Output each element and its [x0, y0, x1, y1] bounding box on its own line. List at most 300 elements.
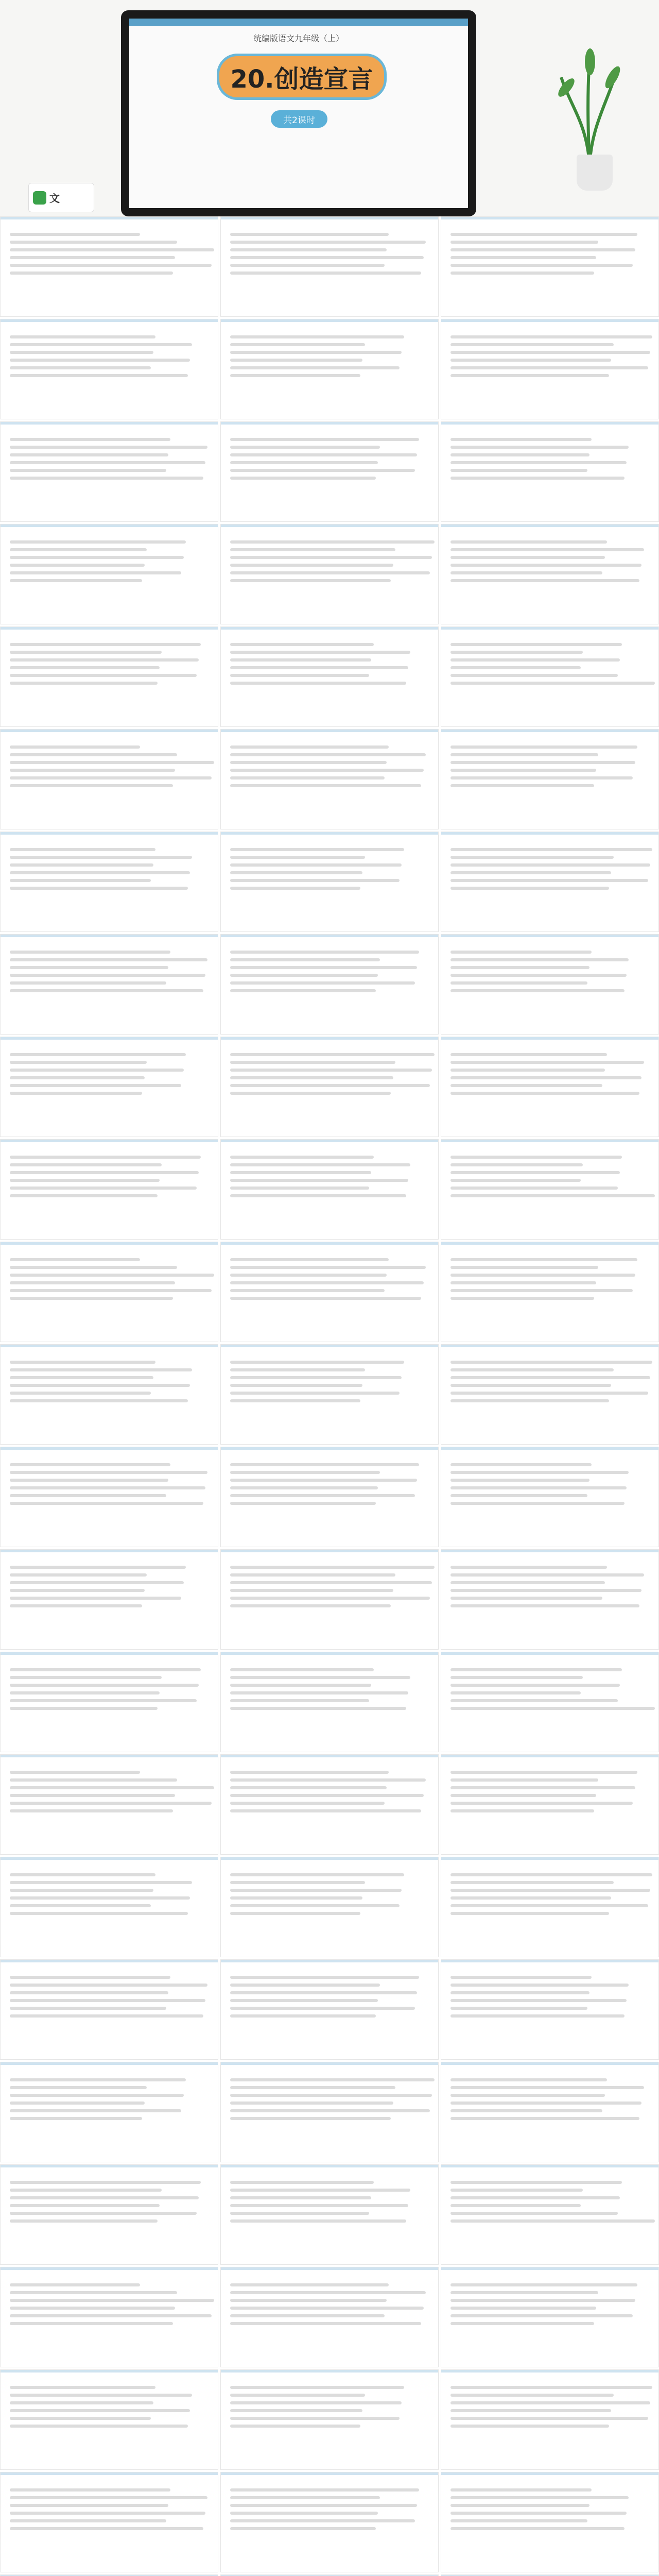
- text-line: [230, 540, 435, 544]
- text-line: [10, 2283, 140, 2286]
- slide-thumbnail-grid: [0, 216, 659, 2576]
- text-line: [230, 1786, 387, 1789]
- text-line: [450, 2007, 587, 2010]
- thumbnail-text-lines: [221, 1550, 438, 1607]
- thumbnail-text-lines: [441, 832, 658, 890]
- thumbnail-header-bar: [1, 832, 218, 835]
- thumbnail-text-lines: [441, 1960, 658, 2018]
- thumbnail-text-lines: [221, 422, 438, 480]
- thumbnail-header-bar: [1, 627, 218, 630]
- text-line: [230, 1794, 424, 1797]
- thumbnail-header-bar: [1, 1857, 218, 1860]
- text-line: [450, 2219, 655, 2223]
- text-line: [10, 2117, 142, 2120]
- text-line: [450, 351, 650, 354]
- slide-thumbnail: [0, 2164, 218, 2265]
- text-line: [450, 1691, 581, 1694]
- text-line: [450, 2307, 596, 2310]
- text-line: [230, 1809, 421, 1812]
- thumbnail-text-lines: [441, 1857, 658, 1915]
- text-line: [10, 2189, 162, 2192]
- thumbnail-header-bar: [441, 319, 658, 322]
- thumbnail-text-lines: [1, 2165, 218, 2223]
- thumbnail-header-bar: [221, 2370, 438, 2372]
- slide-thumbnail: [441, 2472, 659, 2572]
- text-line: [10, 1691, 160, 1694]
- text-line: [450, 1061, 644, 1064]
- text-line: [10, 1471, 207, 1474]
- text-line: [10, 374, 188, 377]
- text-line: [10, 264, 212, 267]
- text-line: [10, 776, 212, 779]
- text-line: [450, 1604, 639, 1607]
- text-line: [10, 2488, 170, 2492]
- thumbnail-text-lines: [221, 2370, 438, 2428]
- text-line: [10, 540, 186, 544]
- text-line: [10, 1092, 142, 1095]
- text-line: [10, 1566, 186, 1569]
- text-line: [450, 1566, 607, 1569]
- text-line: [450, 879, 648, 882]
- text-line: [10, 887, 188, 890]
- text-line: [230, 2512, 378, 2515]
- slide-thumbnail: [441, 626, 659, 727]
- text-line: [230, 2117, 391, 2120]
- text-line: [450, 1289, 633, 1292]
- text-line: [230, 887, 360, 890]
- text-line: [10, 2496, 207, 2499]
- text-line: [450, 2204, 581, 2207]
- thumbnail-header-bar: [221, 935, 438, 937]
- slide-thumbnail: [0, 2267, 218, 2367]
- text-line: [230, 2014, 376, 2018]
- text-line: [230, 453, 417, 456]
- text-line: [230, 1297, 421, 1300]
- text-line: [230, 1502, 376, 1505]
- thumbnail-header-bar: [221, 1550, 438, 1552]
- slide-thumbnail: [0, 216, 218, 317]
- text-line: [450, 2401, 650, 2404]
- slide-thumbnail: [220, 2267, 439, 2367]
- text-line: [10, 2219, 158, 2223]
- text-line: [10, 1163, 162, 1166]
- slide-thumbnail: [220, 1037, 439, 1137]
- text-line: [230, 446, 380, 449]
- text-line: [450, 2196, 620, 2199]
- text-line: [10, 2394, 192, 2397]
- thumbnail-text-lines: [1, 935, 218, 992]
- thumbnail-text-lines: [441, 935, 658, 992]
- slide-thumbnail: [0, 2472, 218, 2572]
- text-line: [230, 2196, 371, 2199]
- text-line: [10, 233, 140, 236]
- text-line: [230, 1163, 410, 1166]
- text-line: [230, 1069, 432, 1072]
- text-line: [450, 1676, 583, 1679]
- text-line: [230, 1463, 419, 1466]
- text-line: [10, 761, 214, 764]
- slide-thumbnail: [441, 1652, 659, 1752]
- text-line: [450, 658, 620, 662]
- slide-thumbnail: [0, 1549, 218, 1650]
- thumbnail-header-bar: [441, 832, 658, 835]
- text-line: [10, 848, 155, 851]
- text-line: [450, 1904, 648, 1907]
- text-line: [450, 1376, 650, 1379]
- text-line: [450, 556, 605, 559]
- thumbnail-header-bar: [441, 1960, 658, 1962]
- text-line: [230, 776, 385, 779]
- text-line: [10, 2109, 181, 2112]
- text-line: [450, 1794, 596, 1797]
- text-line: [450, 438, 592, 441]
- text-line: [230, 564, 393, 567]
- slide-thumbnail: [0, 934, 218, 1035]
- slide-thumbnail: [0, 1754, 218, 1855]
- thumbnail-header-bar: [221, 2165, 438, 2167]
- thumbnail-text-lines: [221, 2472, 438, 2530]
- thumbnail-text-lines: [221, 935, 438, 992]
- thumbnail-text-lines: [1, 524, 218, 582]
- slide-thumbnail: [220, 2164, 439, 2265]
- slide-thumbnail: [441, 1139, 659, 1240]
- text-line: [230, 1566, 435, 1569]
- text-line: [450, 446, 629, 449]
- slide-thumbnail: [220, 2062, 439, 2162]
- text-line: [230, 548, 395, 551]
- thumbnail-text-lines: [1, 1755, 218, 1812]
- slide-thumbnail: [441, 524, 659, 624]
- text-line: [10, 2401, 153, 2404]
- text-line: [450, 981, 587, 985]
- text-line: [230, 1479, 417, 1482]
- thumbnail-header-bar: [1, 2370, 218, 2372]
- text-line: [450, 2314, 633, 2317]
- text-line: [230, 1084, 430, 1087]
- text-line: [230, 745, 389, 749]
- thumbnail-header-bar: [1, 1652, 218, 1655]
- thumbnail-header-bar: [221, 1242, 438, 1245]
- text-line: [450, 974, 627, 977]
- thumbnail-header-bar: [1, 422, 218, 425]
- slide-thumbnail: [441, 2062, 659, 2162]
- text-line: [230, 2527, 376, 2530]
- text-line: [450, 1771, 637, 1774]
- text-line: [10, 974, 205, 977]
- text-line: [450, 2425, 609, 2428]
- slide-thumbnail: [441, 832, 659, 932]
- text-line: [10, 256, 175, 259]
- text-line: [450, 2519, 587, 2522]
- text-line: [450, 374, 609, 377]
- text-line: [450, 1494, 587, 1497]
- thumbnail-header-bar: [221, 627, 438, 630]
- text-line: [10, 2014, 203, 2018]
- text-line: [10, 351, 153, 354]
- slide-thumbnail: [441, 1344, 659, 1445]
- text-line: [230, 1061, 395, 1064]
- text-line: [10, 1684, 199, 1687]
- text-line: [230, 1802, 385, 1805]
- text-line: [230, 666, 408, 669]
- text-line: [450, 1084, 602, 1087]
- text-line: [450, 2409, 611, 2412]
- text-line: [230, 2488, 419, 2492]
- text-line: [10, 1999, 205, 2002]
- thumbnail-text-lines: [1, 730, 218, 787]
- text-line: [450, 1171, 620, 1174]
- text-line: [230, 2181, 374, 2184]
- thumbnail-text-lines: [441, 2472, 658, 2530]
- text-line: [10, 1881, 192, 1884]
- text-line: [230, 2314, 385, 2317]
- text-line: [230, 1873, 404, 1876]
- logo-text: 文: [49, 192, 60, 205]
- thumbnail-text-lines: [441, 319, 658, 377]
- text-line: [230, 1392, 400, 1395]
- text-line: [230, 1361, 404, 1364]
- text-line: [10, 1707, 158, 1710]
- thumbnail-text-lines: [441, 627, 658, 685]
- text-line: [230, 2189, 410, 2192]
- text-line: [230, 2417, 400, 2420]
- thumbnail-text-lines: [1, 422, 218, 480]
- text-line: [10, 1486, 205, 1489]
- text-line: [450, 2212, 618, 2215]
- text-line: [450, 564, 641, 567]
- thumbnail-header-bar: [441, 730, 658, 732]
- text-line: [450, 241, 598, 244]
- thumbnail-text-lines: [221, 1960, 438, 2018]
- text-line: [230, 863, 402, 867]
- text-line: [10, 651, 162, 654]
- text-line: [450, 1092, 639, 1095]
- text-line: [450, 1707, 655, 1710]
- text-line: [10, 1502, 203, 1505]
- text-line: [450, 1266, 598, 1269]
- text-line: [10, 343, 192, 346]
- thumbnail-header-bar: [441, 217, 658, 219]
- text-line: [10, 1889, 153, 1892]
- text-line: [450, 1802, 633, 1805]
- text-line: [450, 1281, 596, 1284]
- text-line: [230, 2212, 369, 2215]
- thumbnail-header-bar: [1, 1140, 218, 1142]
- thumbnail-header-bar: [1, 1242, 218, 1245]
- slide-thumbnail: [0, 319, 218, 419]
- slide-thumbnail: [441, 421, 659, 522]
- text-line: [10, 2425, 188, 2428]
- thumbnail-text-lines: [1, 1242, 218, 1300]
- text-line: [450, 958, 629, 961]
- text-line: [10, 1384, 190, 1387]
- slide-thumbnail: [0, 626, 218, 727]
- slide-thumbnail: [441, 1857, 659, 1957]
- thumbnail-text-lines: [1, 1550, 218, 1607]
- thumbnail-header-bar: [441, 524, 658, 527]
- text-line: [230, 1076, 393, 1079]
- text-line: [230, 2007, 415, 2010]
- text-line: [10, 666, 160, 669]
- text-line: [450, 1573, 644, 1577]
- text-line: [450, 1274, 635, 1277]
- thumbnail-header-bar: [221, 1755, 438, 1757]
- slide-thumbnail: [220, 1344, 439, 1445]
- thumbnail-text-lines: [221, 1345, 438, 1402]
- text-line: [10, 2322, 173, 2325]
- text-line: [450, 871, 611, 874]
- thumbnail-text-lines: [221, 524, 438, 582]
- text-line: [230, 1053, 435, 1056]
- thumbnail-text-lines: [221, 1037, 438, 1095]
- thumbnail-header-bar: [1, 1447, 218, 1450]
- text-line: [10, 1053, 186, 1056]
- text-line: [10, 966, 168, 969]
- thumbnail-header-bar: [1, 1037, 218, 1040]
- plant-pot: [577, 155, 613, 191]
- thumbnail-header-bar: [221, 217, 438, 219]
- text-line: [450, 1502, 625, 1505]
- thumbnail-header-bar: [221, 1345, 438, 1347]
- thumbnail-header-bar: [1, 1345, 218, 1347]
- text-line: [230, 1281, 424, 1284]
- text-line: [450, 1156, 622, 1159]
- thumbnail-text-lines: [221, 1447, 438, 1505]
- text-line: [230, 343, 365, 346]
- slide-thumbnail: [220, 1242, 439, 1342]
- text-line: [230, 2109, 430, 2112]
- slide-thumbnail: [441, 1549, 659, 1650]
- text-line: [10, 1794, 175, 1797]
- text-line: [10, 1573, 147, 1577]
- text-line: [230, 1486, 378, 1489]
- text-line: [230, 2086, 395, 2089]
- text-line: [230, 2299, 387, 2302]
- text-line: [10, 1061, 147, 1064]
- slide-thumbnail: [220, 1652, 439, 1752]
- text-line: [10, 548, 147, 551]
- text-line: [10, 753, 177, 756]
- slide-thumbnail: [0, 2062, 218, 2162]
- text-line: [230, 2409, 362, 2412]
- text-line: [10, 1873, 155, 1876]
- slide-thumbnail: [0, 1139, 218, 1240]
- text-line: [230, 1471, 380, 1474]
- text-line: [10, 1494, 166, 1497]
- text-line: [230, 1991, 417, 1994]
- text-line: [230, 981, 415, 985]
- text-line: [230, 1976, 419, 1979]
- text-line: [230, 272, 421, 275]
- text-line: [10, 958, 207, 961]
- text-line: [450, 1179, 581, 1182]
- text-line: [10, 2196, 199, 2199]
- slide-thumbnail: [441, 2164, 659, 2265]
- thumbnail-header-bar: [441, 1755, 658, 1757]
- text-line: [10, 856, 192, 859]
- slide-thumbnail: [220, 1139, 439, 1240]
- text-line: [230, 1889, 402, 1892]
- slide-thumbnail: [220, 729, 439, 829]
- text-line: [10, 674, 197, 677]
- slide-thumbnail: [220, 1857, 439, 1957]
- slide-thumbnail: [220, 216, 439, 317]
- text-line: [10, 1802, 212, 1805]
- text-line: [230, 769, 424, 772]
- text-line: [450, 2417, 648, 2420]
- thumbnail-header-bar: [1, 2062, 218, 2065]
- text-line: [10, 1597, 181, 1600]
- text-line: [10, 571, 181, 574]
- text-line: [10, 1266, 177, 1269]
- text-line: [10, 2078, 186, 2081]
- text-line: [450, 571, 602, 574]
- text-line: [10, 2102, 145, 2105]
- text-line: [10, 2417, 151, 2420]
- thumbnail-header-bar: [221, 1037, 438, 1040]
- text-line: [450, 1999, 627, 2002]
- text-line: [450, 1297, 594, 1300]
- text-line: [450, 1896, 611, 1900]
- thumbnail-header-bar: [221, 1140, 438, 1142]
- text-line: [230, 477, 376, 480]
- thumbnail-header-bar: [1, 524, 218, 527]
- slide-thumbnail: [220, 934, 439, 1035]
- text-line: [450, 359, 611, 362]
- text-line: [10, 1399, 188, 1402]
- text-line: [450, 1368, 614, 1371]
- thumbnail-text-lines: [441, 1037, 658, 1095]
- thumbnail-header-bar: [221, 832, 438, 835]
- text-line: [10, 1463, 170, 1466]
- text-line: [230, 989, 376, 992]
- text-line: [10, 1187, 197, 1190]
- text-line: [230, 1684, 371, 1687]
- thumbnail-header-bar: [221, 1652, 438, 1655]
- text-line: [230, 651, 410, 654]
- text-line: [450, 1809, 594, 1812]
- slide-thumbnail: [441, 1037, 659, 1137]
- text-line: [10, 1904, 151, 1907]
- text-line: [10, 2007, 166, 2010]
- thumbnail-header-bar: [441, 1037, 658, 1040]
- text-line: [450, 666, 581, 669]
- text-line: [10, 2204, 160, 2207]
- text-line: [230, 1984, 380, 1987]
- text-line: [10, 871, 190, 874]
- text-line: [10, 989, 203, 992]
- thumbnail-header-bar: [441, 627, 658, 630]
- thumbnail-header-bar: [441, 2165, 658, 2167]
- text-line: [450, 1187, 618, 1190]
- text-line: [230, 1266, 426, 1269]
- slide-screen: [129, 19, 468, 208]
- text-line: [230, 2307, 424, 2310]
- slide-thumbnail: [441, 2369, 659, 2470]
- text-line: [230, 2394, 365, 2397]
- thumbnail-header-bar: [441, 1857, 658, 1860]
- text-line: [450, 2181, 622, 2184]
- text-line: [450, 682, 655, 685]
- text-line: [450, 1984, 629, 1987]
- thumbnail-text-lines: [441, 1550, 658, 1607]
- text-line: [10, 461, 205, 464]
- text-line: [10, 879, 151, 882]
- text-line: [10, 453, 168, 456]
- text-line: [450, 1392, 648, 1395]
- slide-thumbnail: [0, 1037, 218, 1137]
- text-line: [230, 643, 374, 646]
